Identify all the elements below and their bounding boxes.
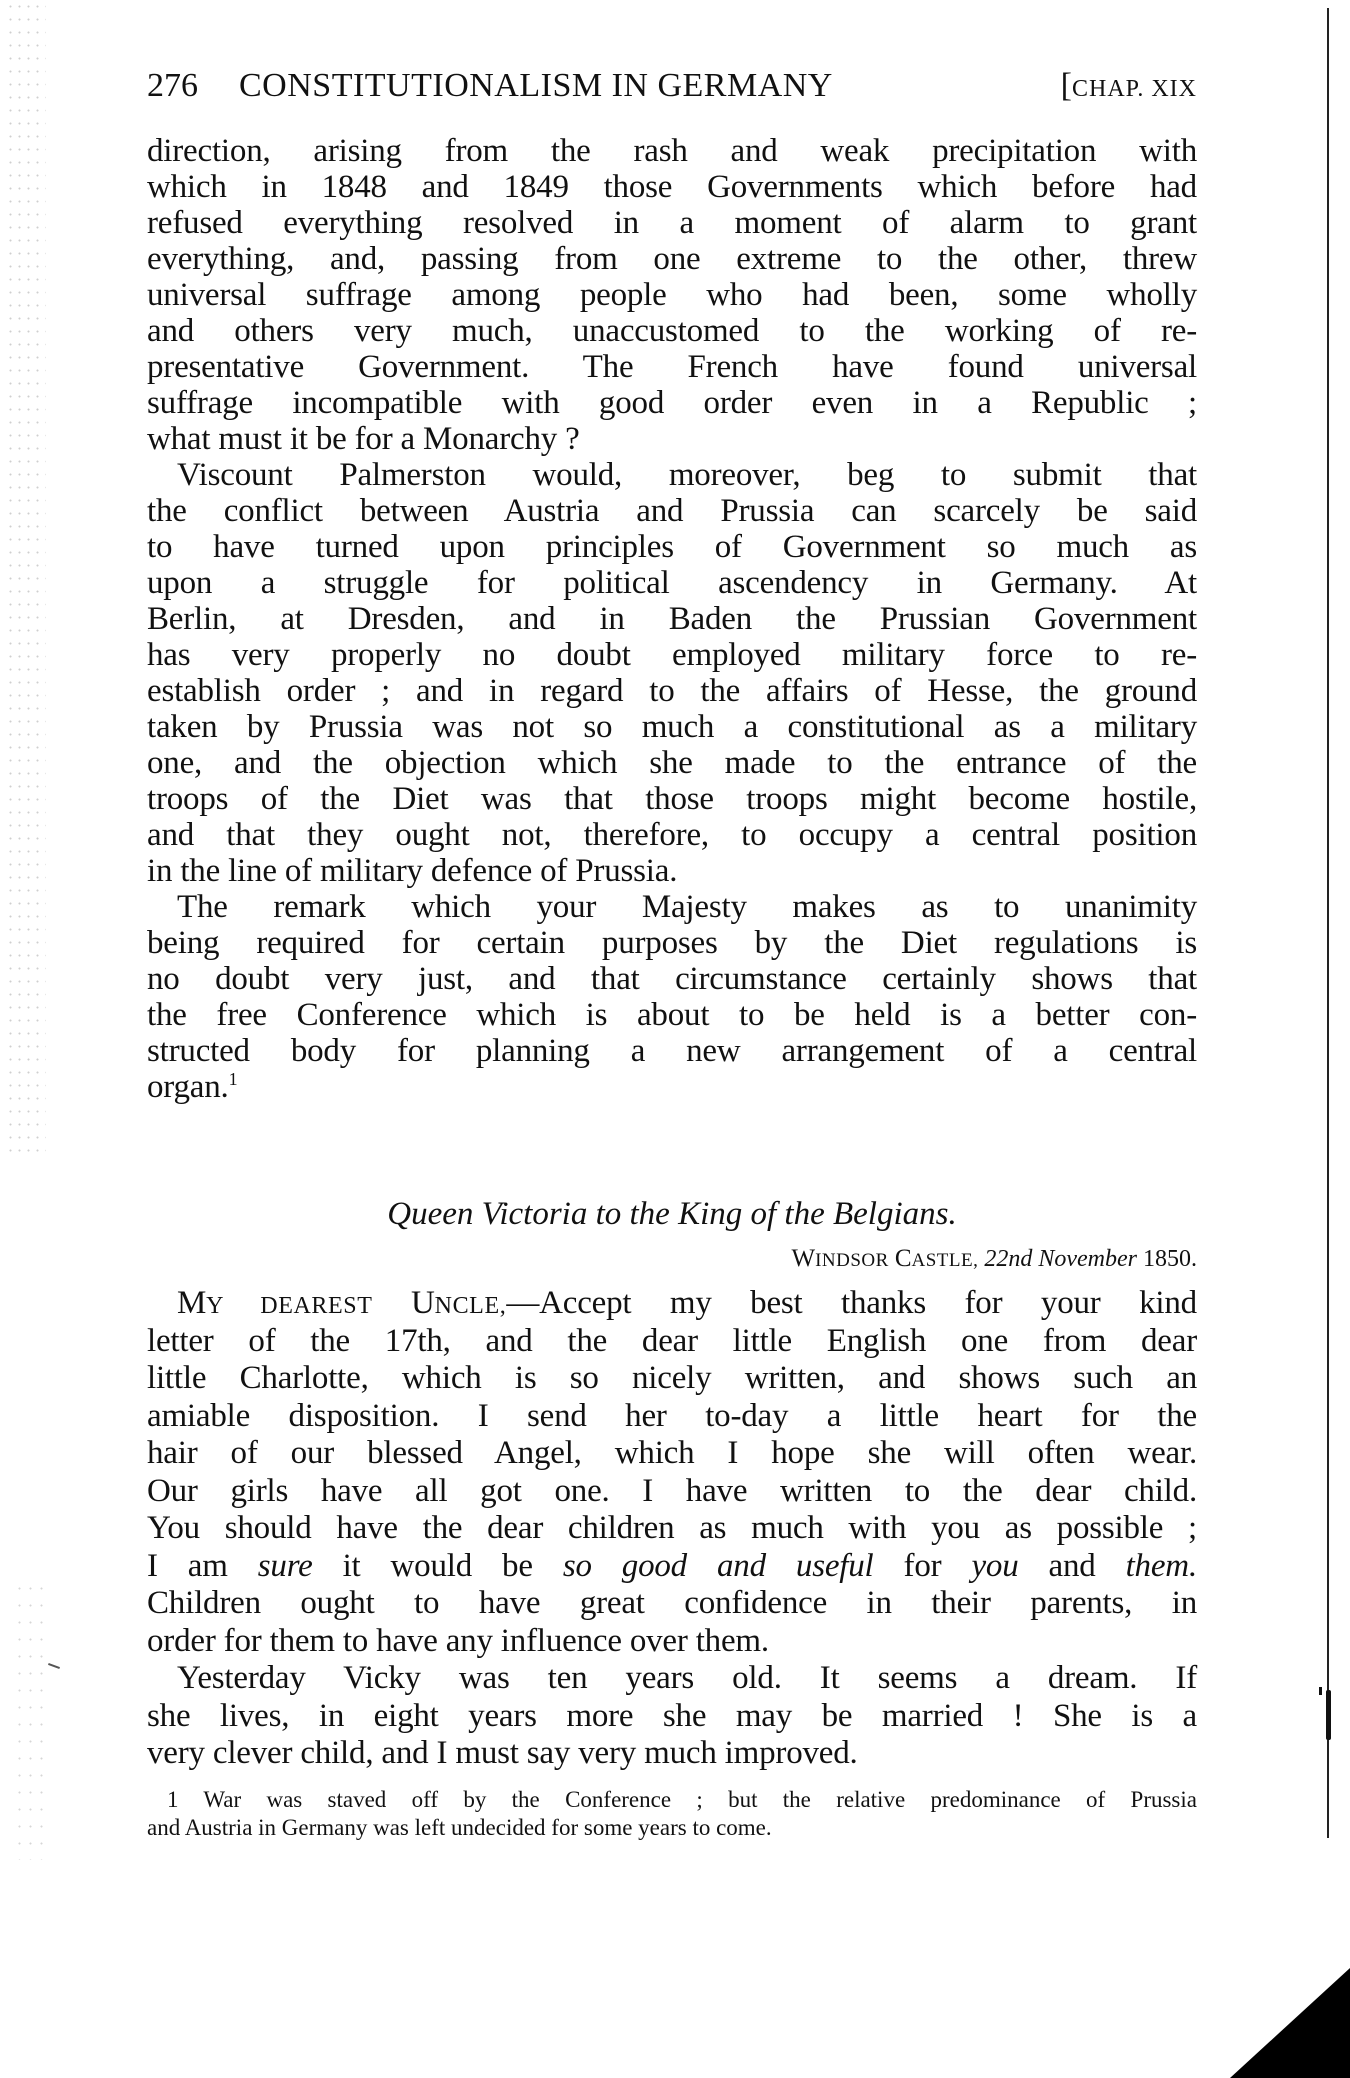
margin-mark (1326, 1690, 1331, 1740)
text-line: order for them to have any influence over them. (147, 1622, 769, 1659)
text-line: hair of our blessed Angel, which I hope she will often wear. (147, 1435, 1197, 1471)
paragraph (147, 457, 1197, 889)
scan-noise (14, 1580, 44, 1860)
salutation-line: MY DEAREST UNCLE,—Accept my best thanks for your kind (177, 1285, 1197, 1321)
text-line: letter of the 17th, and the dear little English one from dear (147, 1322, 1197, 1359)
text-line: Berlin, at Dresden, and in Baden the Prussian Government (147, 601, 1197, 637)
text-line: refused everything resolved in a moment of alarm to grant (147, 205, 1197, 241)
text-line: establish order ; and in regard to the affairs of Hesse, the ground (147, 673, 1197, 709)
footnote-line: and Austria in Germany was left undecided for some years to come. (147, 1815, 772, 1840)
letter-heading: Queen Victoria to the King of the Belgians. (387, 1196, 957, 1232)
text-line: taken by Prussia was not so much a constitutional as a military (147, 709, 1197, 745)
page-edge-line (1327, 8, 1329, 1838)
footnote-number: 1 (167, 1787, 179, 1812)
text-line: everything, and, passing from one extreme to the other, threw (147, 241, 1197, 277)
text-line: universal suffrage among people who had been, some wholly (147, 277, 1197, 313)
margin-mark (48, 1663, 60, 1669)
text-line: to have turned upon principles of Government so much as (147, 529, 1197, 565)
paragraph (147, 889, 1197, 1105)
text-line: and others very much, unaccustomed to the working of re- (147, 313, 1197, 349)
text-line: troops of the Diet was that those troops might become hostile, (147, 781, 1197, 817)
text-line: the conflict between Austria and Prussia can scarcely be said (147, 493, 1197, 529)
text-line: You should have the dear children as much with you as possible ; (147, 1510, 1197, 1546)
text-line: little Charlotte, which is so nicely written, and shows such an (147, 1360, 1197, 1396)
running-header (147, 66, 1197, 106)
text-line: Our girls have all got one. I have written to the dear child. (147, 1472, 1197, 1509)
text-line: amiable disposition. I send her to-day a little heart for the (147, 1397, 1197, 1434)
text-line: very clever child, and I must say very much improved. (147, 1735, 858, 1771)
letter-body (147, 1285, 1197, 1773)
running-title: CONSTITUTIONALISM IN GERMANY (239, 67, 833, 104)
section-body (147, 133, 1197, 1105)
year: 1850. (1143, 1246, 1197, 1272)
text-line: structed body for planning a new arrangement of a central (147, 1033, 1197, 1069)
text-line: The remark which your Majesty makes as to unanimity (177, 889, 1197, 925)
corner-shadow (1230, 1968, 1350, 2078)
text-line: which in 1848 and 1849 those Governments which before had (147, 169, 1197, 205)
footnote (147, 1786, 1197, 1842)
footnote-line: 1 War was staved off by the Conference ; but the relative predominance of Prussia (167, 1787, 1197, 1812)
page-number: 276 (147, 67, 198, 104)
text-line: she lives, in eight years more she may be married ! She is a (147, 1697, 1197, 1734)
text-line: suffrage incompatible with good order even in a Republic ; (147, 385, 1197, 421)
scan-noise (6, 0, 46, 1160)
text-line: direction, arising from the rash and weak precipitation with (147, 133, 1197, 169)
text-line: has very properly no doubt employed military force to re- (147, 637, 1197, 673)
text-line: in the line of military defence of Prussia. (147, 853, 678, 889)
text-line: I am sure it would be so good and useful for you and them. (147, 1547, 1197, 1584)
paragraph (147, 133, 1197, 457)
text-line: what must it be for a Monarchy ? (147, 421, 580, 457)
text-line: and that they ought not, therefore, to occupy a central position (147, 817, 1197, 853)
paragraph (147, 1285, 1197, 1660)
margin-mark (1319, 1687, 1322, 1695)
text-line: Yesterday Vicky was ten years old. It seems a dream. If (177, 1660, 1197, 1696)
date: 22nd November (984, 1246, 1137, 1272)
text-line: upon a struggle for political ascendency in Germany. At (147, 565, 1197, 601)
letter-dateline: WINDSOR CASTLE, 22nd November 1850. (791, 1245, 1197, 1272)
text-line: Children ought to have great confidence in their parents, in (147, 1585, 1197, 1621)
text-line: being required for certain purposes by the Diet regulations is (147, 925, 1197, 961)
text-line: Viscount Palmerston would, moreover, beg to submit that (177, 457, 1197, 493)
footnote-ref[interactable]: 1 (228, 1069, 238, 1089)
chapter-label: [CHAP. XIX (1060, 67, 1197, 104)
text-line: presentative Government. The French have found universal (147, 349, 1197, 385)
text-line: organ.$^1$ (147, 1069, 238, 1105)
text-line: the free Conference which is about to be held is a better con- (147, 997, 1197, 1033)
text-line: no doubt very just, and that circumstance certainly shows that (147, 961, 1197, 997)
paragraph (147, 1660, 1197, 1773)
text-line: one, and the objection which she made to the entrance of the (147, 745, 1197, 781)
